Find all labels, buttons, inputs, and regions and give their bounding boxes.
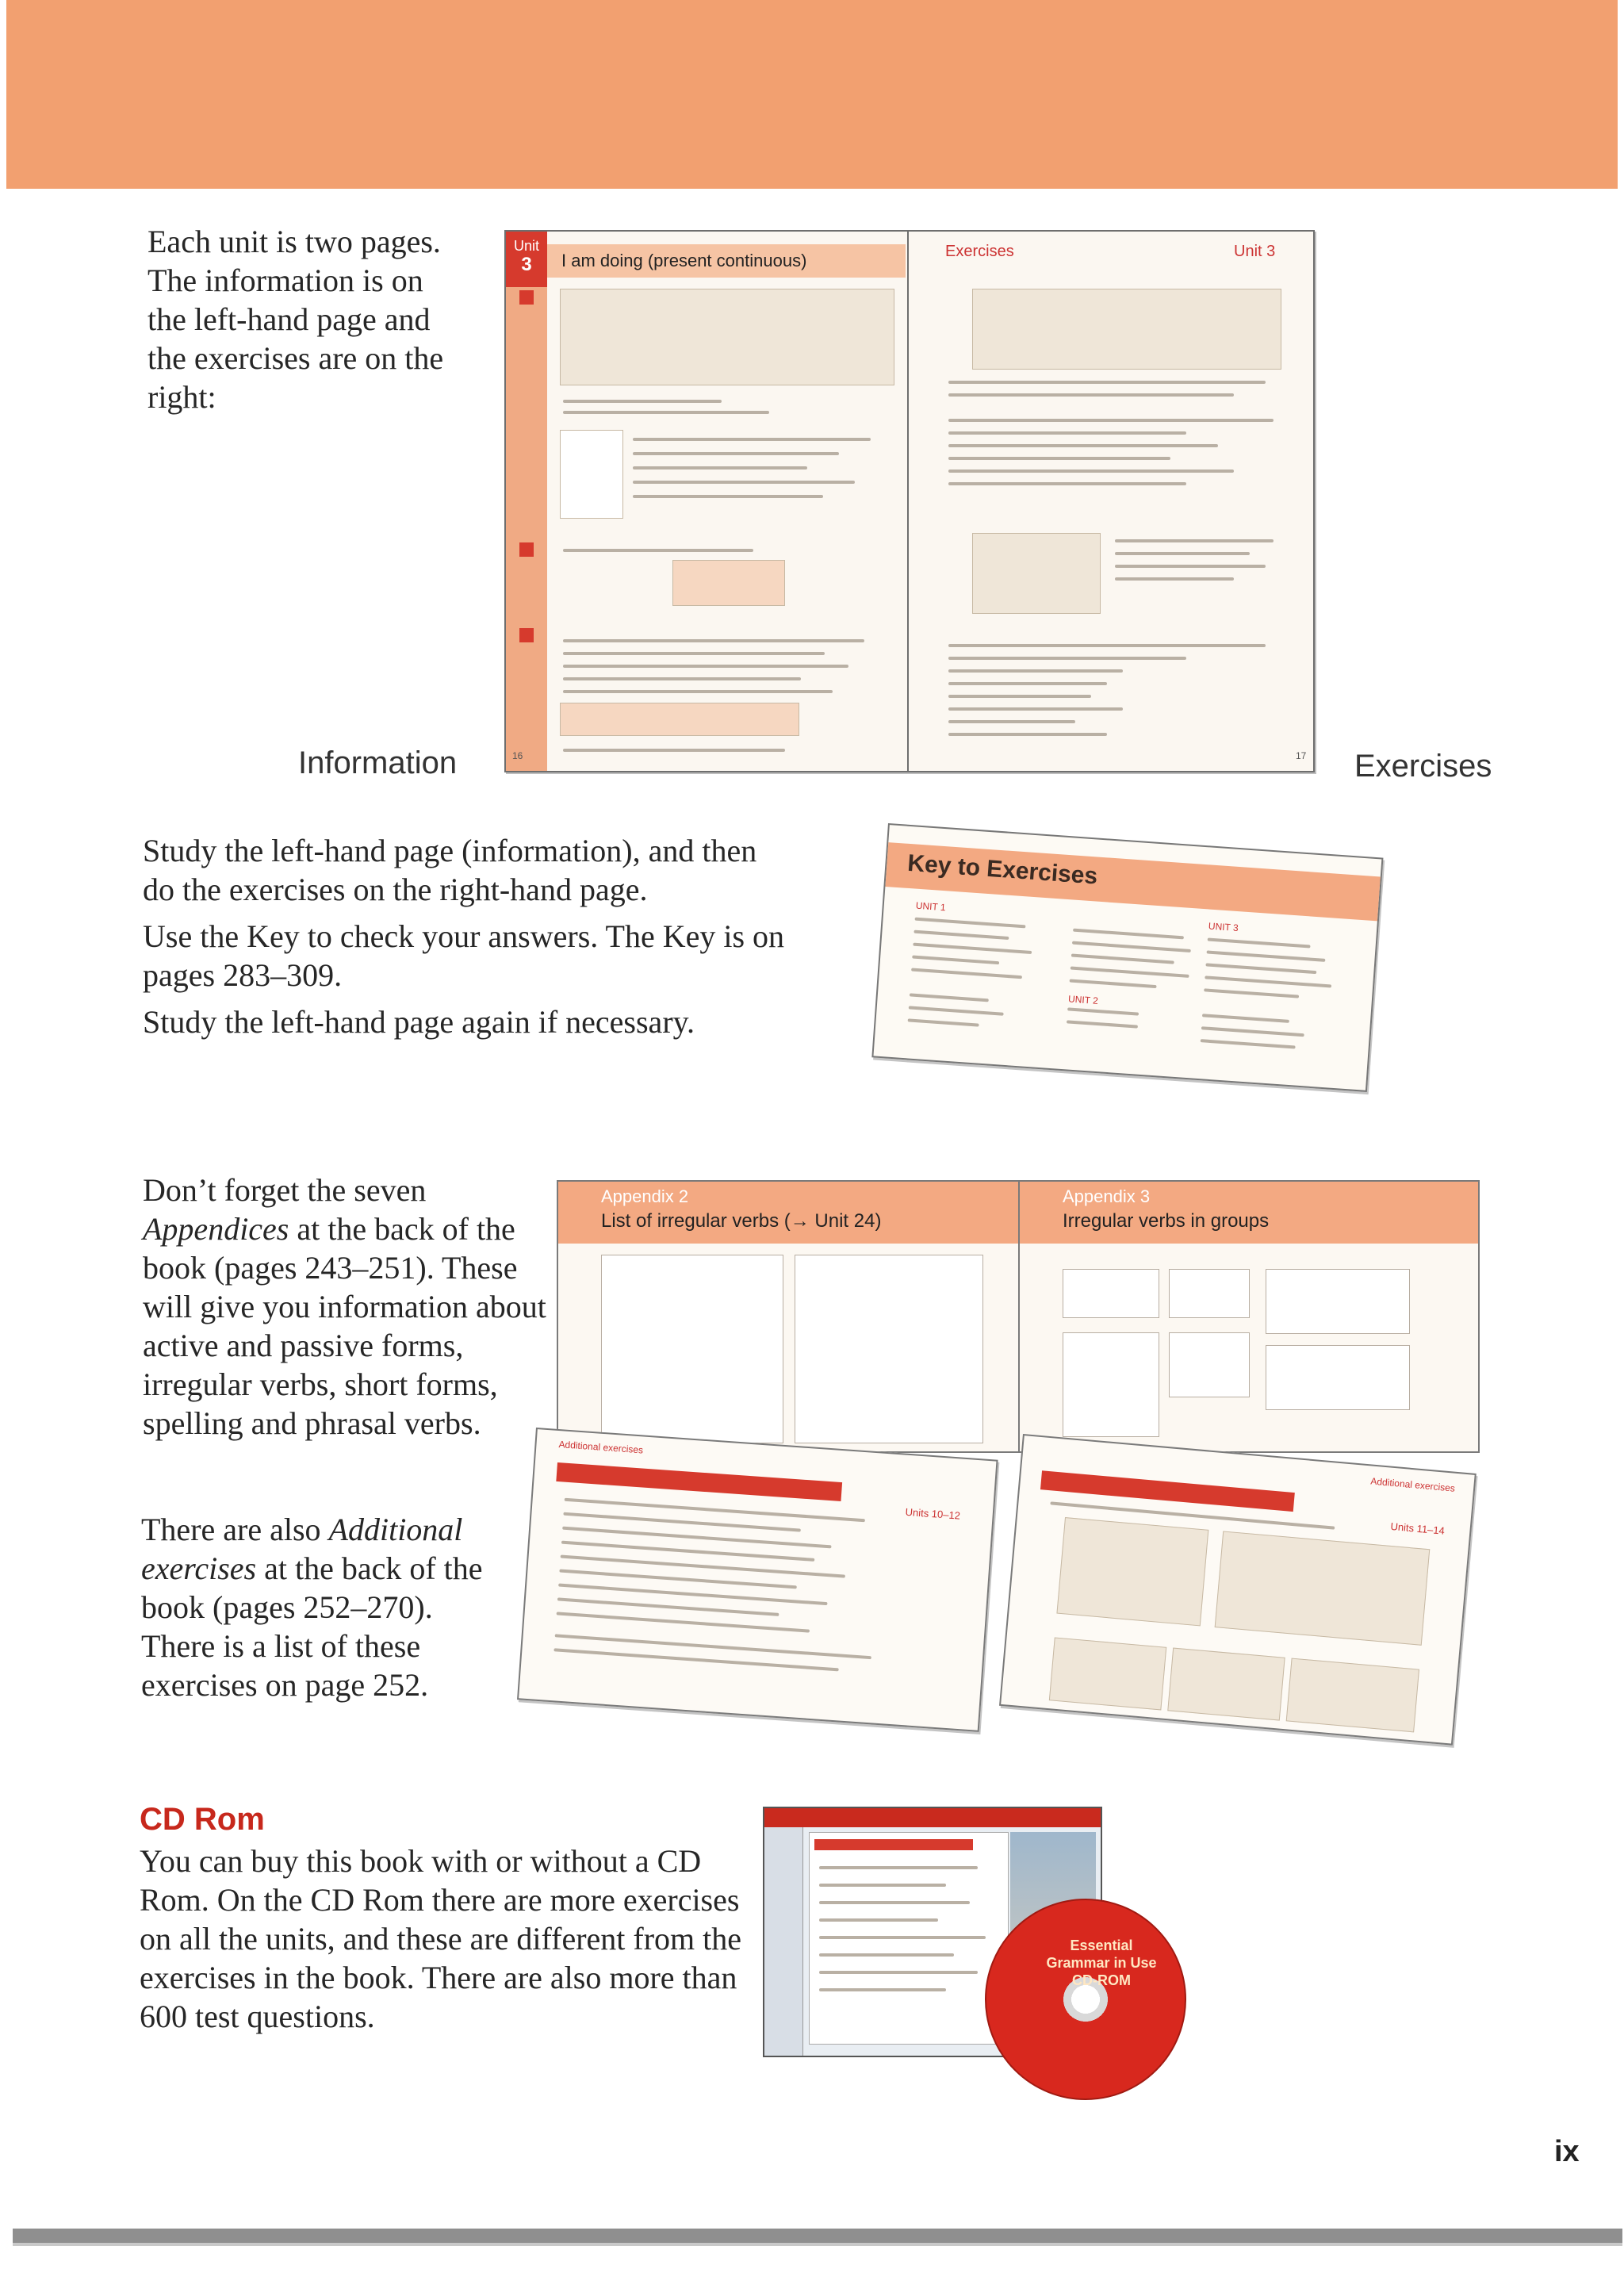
text-line bbox=[909, 1006, 1004, 1015]
text-line bbox=[948, 707, 1123, 711]
appendix-2-number: Appendix 2 bbox=[601, 1186, 689, 1206]
text-line bbox=[1071, 966, 1189, 977]
verb-group-box bbox=[1266, 1269, 1410, 1334]
text-line bbox=[910, 993, 989, 1002]
cartoon-illustrations bbox=[560, 289, 894, 385]
text-line bbox=[819, 1884, 946, 1887]
text-line bbox=[948, 470, 1234, 473]
text-line bbox=[563, 549, 753, 552]
text-line bbox=[633, 495, 823, 498]
text-line bbox=[1070, 979, 1157, 988]
footer-rule-shadow bbox=[13, 2243, 1622, 2246]
additional-units-a: Units 10–12 bbox=[905, 1505, 961, 1522]
section-a-marker bbox=[519, 290, 534, 305]
text-line bbox=[1201, 1039, 1296, 1048]
verb-group-box bbox=[1063, 1332, 1159, 1437]
verb-group-box bbox=[1063, 1269, 1159, 1318]
cdrom-heading: CD Rom bbox=[140, 1802, 265, 1837]
exercise-picture bbox=[1049, 1637, 1166, 1710]
unit-title: I am doing (present continuous) bbox=[547, 244, 906, 278]
text-line bbox=[555, 1634, 871, 1659]
additional-heading-right: Additional exercises bbox=[1369, 1475, 1456, 1494]
appendices-prefix: Don’t forget the seven bbox=[143, 1172, 427, 1208]
unit-number: 3 bbox=[521, 254, 532, 275]
verb-group-box bbox=[1266, 1345, 1410, 1410]
additional-rest: at the back of the book (pages 252–270). There is a list of these exercises on page 252. bbox=[141, 1550, 483, 1703]
key-unit3: UNIT 3 bbox=[1208, 920, 1239, 934]
text-line bbox=[563, 400, 722, 403]
verb-group-box bbox=[1169, 1269, 1250, 1318]
left-margin-bar bbox=[506, 232, 547, 771]
text-line bbox=[913, 943, 1032, 954]
study-p2: Use the Key to check your answers. The Key is on pages 283–309. bbox=[143, 918, 785, 993]
text-line bbox=[948, 431, 1186, 435]
left-page-number: 16 bbox=[512, 750, 523, 761]
cdrom-exercise-page bbox=[809, 1832, 1009, 2045]
cdrom-disc bbox=[985, 1899, 1186, 2100]
exercise-picture bbox=[1215, 1531, 1431, 1645]
study-instructions bbox=[143, 831, 793, 1049]
text-line bbox=[948, 393, 1234, 397]
appendices-text bbox=[143, 1171, 555, 1443]
text-line bbox=[1204, 988, 1299, 998]
appendix-2-page bbox=[558, 1182, 1020, 1451]
caption-information: Information bbox=[298, 745, 458, 780]
disc-title: Essential Grammar in Use CD-ROM bbox=[1046, 1937, 1157, 1988]
text-line bbox=[1072, 941, 1191, 952]
cdrom-titlebar bbox=[764, 1808, 1101, 1827]
text-line bbox=[563, 665, 848, 668]
additional-prefix: There are also bbox=[141, 1512, 321, 1547]
unit-badge bbox=[506, 232, 547, 287]
text-line bbox=[948, 381, 1266, 384]
text-line bbox=[911, 968, 1022, 979]
study-p1: Study the left-hand page (information), and then do the exercises on the right-hand page. bbox=[143, 833, 757, 907]
text-line bbox=[948, 644, 1266, 647]
text-line bbox=[948, 720, 1075, 723]
page-number: ix bbox=[1554, 2135, 1580, 2168]
caption-exercises: Exercises bbox=[1354, 749, 1492, 784]
text-line bbox=[819, 1988, 946, 1991]
additional-heading: Additional exercises bbox=[558, 1439, 644, 1456]
text-line bbox=[563, 749, 785, 752]
text-line bbox=[948, 482, 1186, 485]
footer-rule bbox=[13, 2229, 1622, 2243]
text-line bbox=[948, 682, 1107, 685]
spelling-box bbox=[560, 703, 799, 736]
additional-exercises-page-right bbox=[999, 1434, 1477, 1746]
text-line bbox=[563, 690, 833, 693]
key-title: Key to Exercises bbox=[906, 849, 1099, 890]
key-to-exercises-image bbox=[871, 823, 1383, 1092]
appendix-3-number: Appendix 3 bbox=[1063, 1186, 1151, 1206]
unit-spread-image bbox=[504, 230, 1315, 772]
text-line bbox=[563, 677, 801, 680]
text-line bbox=[563, 652, 825, 655]
text-line bbox=[1205, 975, 1331, 987]
unit-label: Unit bbox=[513, 238, 539, 254]
additional-units-b: Units 11–14 bbox=[1389, 1520, 1446, 1537]
text-line bbox=[1115, 539, 1274, 542]
appendices-rest: at the back of the book (pages 243–251). These will give you information about active and passive forms, irregular verbs, short forms, spelling and phrasal verbs. bbox=[143, 1211, 546, 1441]
key-unit2: UNIT 2 bbox=[1067, 993, 1099, 1007]
text-line bbox=[908, 1018, 979, 1026]
appendix-3-title: Irregular verbs in groups bbox=[1063, 1210, 1270, 1232]
text-line bbox=[948, 444, 1218, 447]
text-line bbox=[819, 1901, 970, 1904]
text-line bbox=[1115, 577, 1234, 581]
text-line bbox=[1115, 552, 1250, 555]
exercise-title-strip bbox=[556, 1462, 842, 1501]
text-line bbox=[633, 481, 855, 484]
text-line bbox=[819, 1936, 986, 1939]
cdrom-exercise-title bbox=[814, 1839, 973, 1850]
text-line bbox=[819, 1953, 954, 1957]
text-line bbox=[912, 956, 999, 965]
text-line bbox=[819, 1866, 978, 1869]
exercise-pictures bbox=[972, 289, 1281, 370]
appendix-3-page bbox=[1020, 1182, 1478, 1451]
text-line bbox=[633, 452, 839, 455]
information-page bbox=[506, 232, 909, 771]
grammar-table bbox=[560, 430, 623, 519]
cdrom-text: You can buy this book with or without a CD Rom. On the CD Rom there are more exercises on all the units, and these are different from the exercises in the book. There are also more than 600 test questions. bbox=[140, 1843, 742, 2034]
text-line bbox=[915, 918, 1026, 929]
intro-text: Each unit is two pages. The information is on the left-hand page and the exercises are on the right: bbox=[147, 224, 444, 415]
text-line bbox=[948, 695, 1091, 698]
exercise-picture bbox=[1286, 1658, 1419, 1733]
text-line bbox=[563, 639, 864, 642]
appendix-spread-image bbox=[557, 1180, 1480, 1456]
text-line bbox=[1067, 1020, 1138, 1028]
text-line bbox=[1205, 963, 1316, 974]
text-line bbox=[914, 930, 1009, 940]
text-line bbox=[819, 1918, 938, 1922]
key-unit1: UNIT 1 bbox=[915, 899, 947, 914]
text-line bbox=[948, 669, 1123, 673]
exercises-unit: Unit 3 bbox=[1234, 243, 1276, 260]
exercises-heading: Exercises bbox=[945, 243, 1014, 260]
exercises-page bbox=[909, 232, 1313, 771]
appendix-2-title: List of irregular verbs (→ Unit 24) bbox=[601, 1210, 882, 1232]
text-line bbox=[633, 466, 807, 470]
header-banner bbox=[6, 0, 1618, 189]
text-line bbox=[1115, 565, 1266, 568]
exercise-picture-piano bbox=[972, 533, 1101, 614]
appendices-italic: Appendices bbox=[143, 1211, 289, 1247]
section-c-marker bbox=[519, 628, 534, 642]
text-line bbox=[819, 1971, 978, 1974]
text-line bbox=[948, 457, 1170, 460]
text-line bbox=[1208, 937, 1311, 948]
section-b-marker bbox=[519, 542, 534, 557]
additional-exercises-page-left bbox=[517, 1428, 998, 1732]
right-page-number: 17 bbox=[1296, 750, 1307, 761]
verb-group-box bbox=[1169, 1332, 1250, 1397]
additional-italic: Additional exercises bbox=[141, 1512, 463, 1586]
text-line bbox=[633, 438, 871, 441]
verb-table-right bbox=[795, 1255, 983, 1443]
additional-text bbox=[141, 1510, 514, 1704]
text-line bbox=[948, 419, 1274, 422]
text-line bbox=[948, 733, 1107, 736]
text-line bbox=[563, 411, 769, 414]
study-p3: Study the left-hand page again if necessary. bbox=[143, 1004, 695, 1040]
text-line bbox=[1073, 929, 1184, 940]
text-line bbox=[1067, 1007, 1139, 1015]
verb-table-left bbox=[601, 1255, 783, 1443]
text-line bbox=[1207, 950, 1326, 961]
exercise-picture bbox=[1056, 1517, 1208, 1626]
example-box bbox=[672, 560, 785, 606]
exercise-picture bbox=[1167, 1648, 1285, 1721]
cdrom-sidebar bbox=[764, 1827, 803, 2056]
text-line bbox=[1071, 954, 1174, 964]
text-line bbox=[948, 657, 1186, 660]
text-line bbox=[1201, 1026, 1304, 1037]
text-line bbox=[1202, 1014, 1289, 1023]
